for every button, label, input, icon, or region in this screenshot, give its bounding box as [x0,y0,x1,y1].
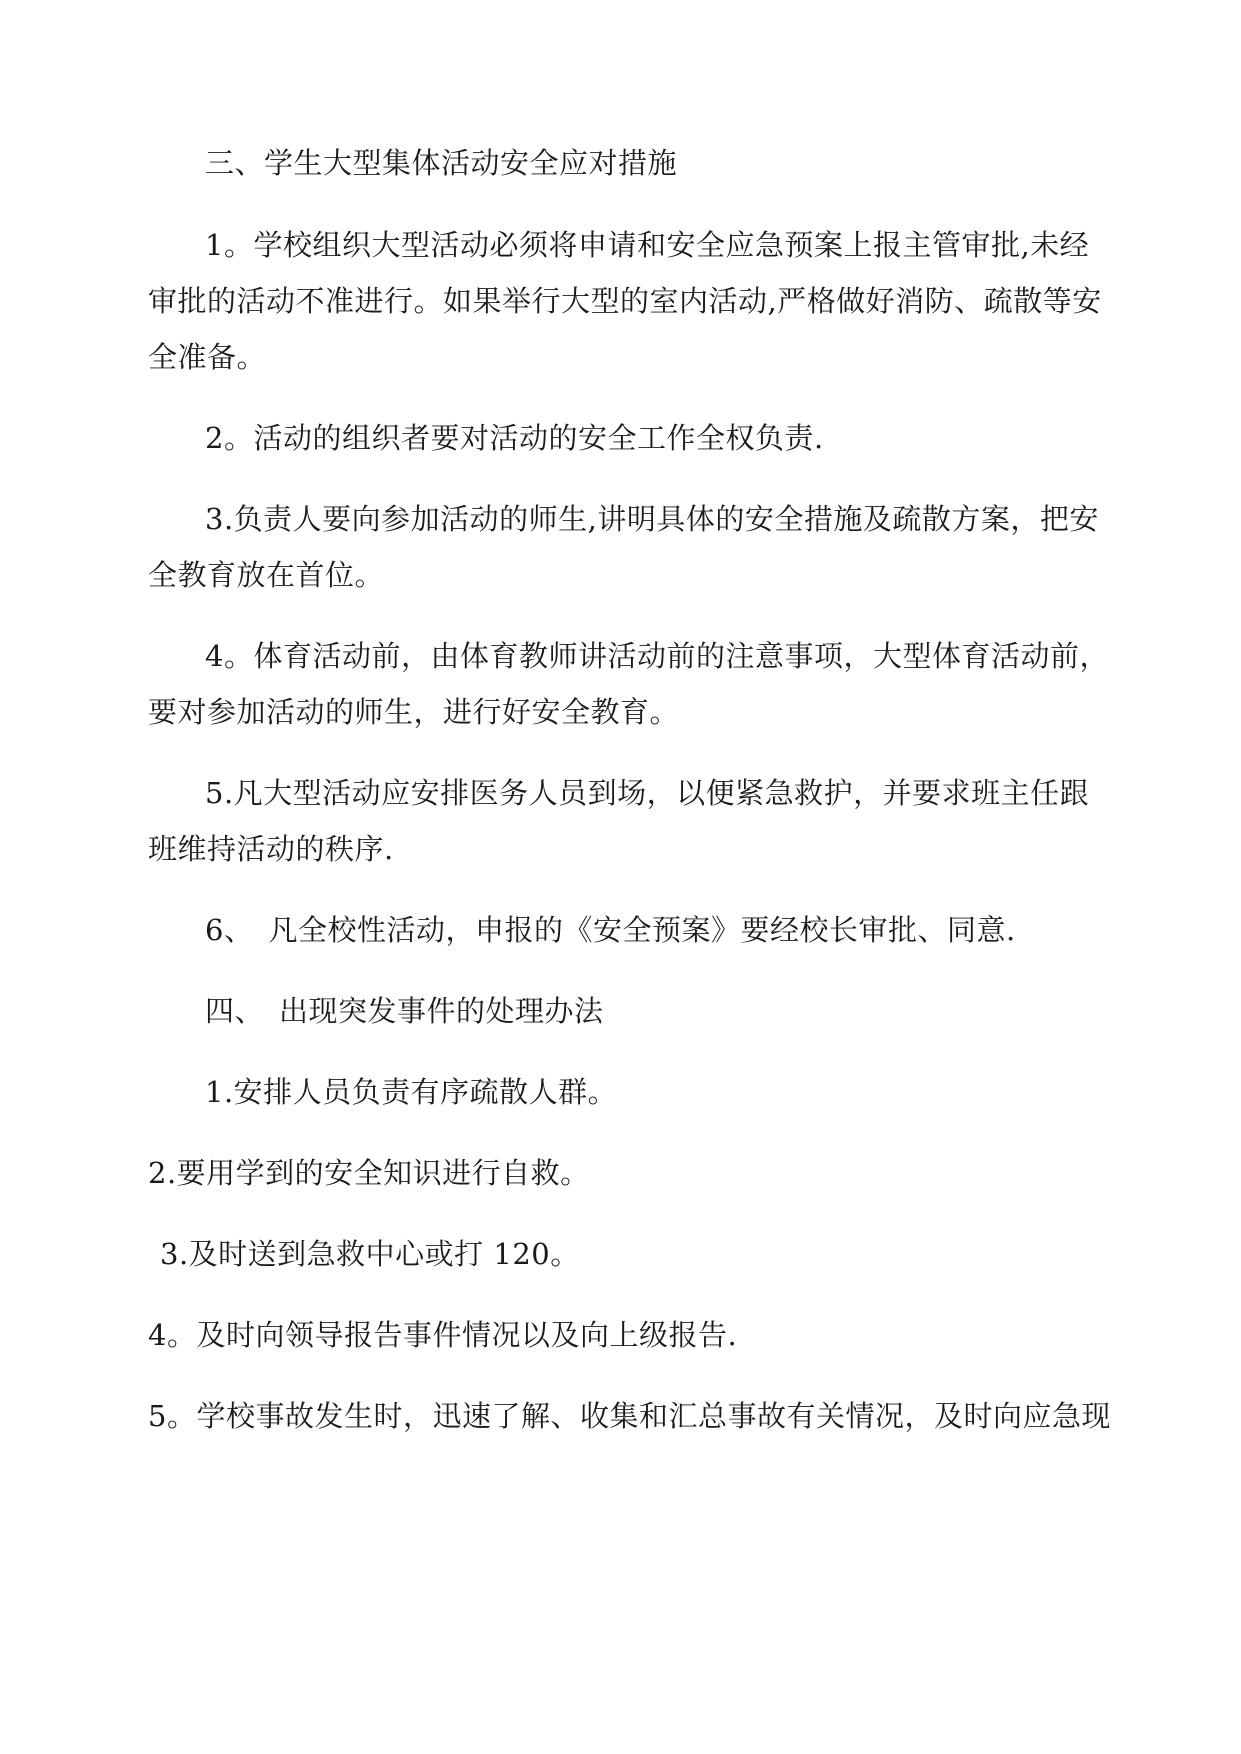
list-item: 5。学校事故发生时，迅速了解、收集和汇总事故有关情况，及时向应急现 [148,1399,1111,1433]
paragraph-line: 全准备。 [148,340,267,374]
paragraph-line: 2。活动的组织者要对活动的安全工作全权负责. [205,421,824,455]
paragraph-line: 班维持活动的秩序. [148,832,394,866]
list-item: 2.要用学到的安全知识进行自救。 [148,1156,590,1190]
paragraph-line: 1。学校组织大型活动必须将申请和安全应急预案上报主管审批,未经 [205,228,1090,262]
list-item: 3.及时送到急救中心或打 120。 [160,1237,580,1271]
list-item: 4。及时向领导报告事件情况以及向上级报告. [148,1318,738,1352]
list-item: 1.安排人员负责有序疏散人群。 [205,1075,618,1109]
paragraph-line: 4。体育活动前，由体育教师讲活动前的注意事项，大型体育活动前， [205,639,1109,673]
section-heading-4: 四、 出现突发事件的处理办法 [205,994,604,1028]
paragraph-line: 6、 凡全校性活动，申报的《安全预案》要经校长审批、同意. [205,913,1016,947]
section-heading-3: 三、学生大型集体活动安全应对措施 [205,146,678,180]
paragraph-line: 审批的活动不准进行。如果举行大型的室内活动,严格做好消防、疏散等安 [148,284,1102,318]
paragraph-line: 5.凡大型活动应安排医务人员到场，以便紧急救护，并要求班主任跟 [205,776,1090,810]
paragraph-line: 3.负责人要向参加活动的师生,讲明具体的安全措施及疏散方案，把安 [205,502,1099,536]
paragraph-line: 全教育放在首位。 [148,558,385,592]
paragraph-line: 要对参加活动的师生，进行好安全教育。 [148,695,680,729]
